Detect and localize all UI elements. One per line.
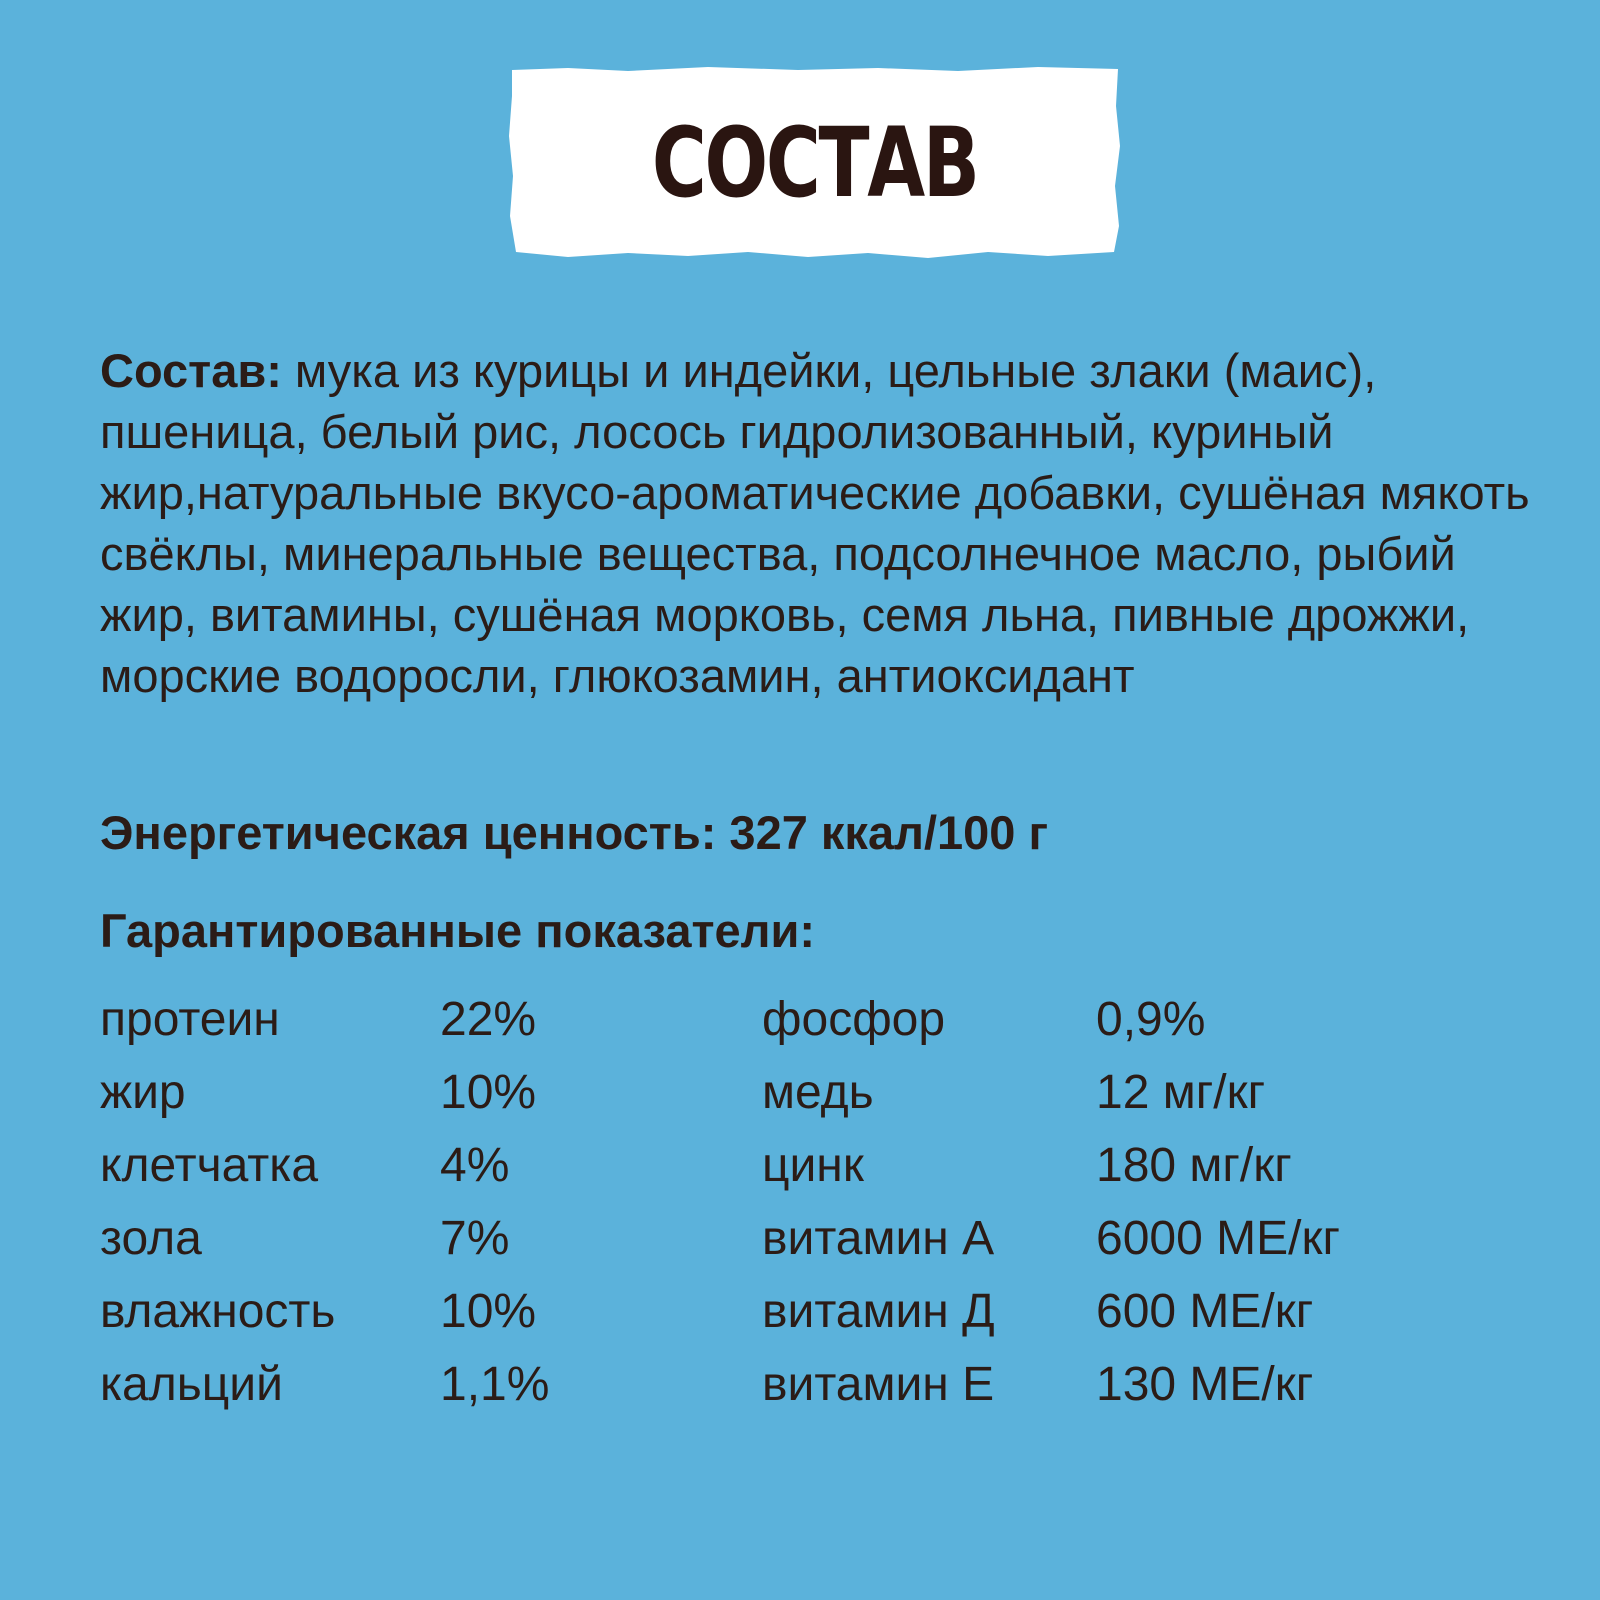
indicator-name: клетчатка (100, 1139, 319, 1192)
indicator-name: кальций (100, 1358, 283, 1411)
composition-label: Состав: (100, 344, 282, 397)
indicator-value: 10% (440, 1285, 537, 1338)
indicator-value: 130 МЕ/кг (1096, 1358, 1314, 1411)
title-plate (508, 66, 1122, 260)
indicator-value: 600 МЕ/кг (1096, 1285, 1314, 1338)
composition-text: мука из курицы и индейки, цельные злаки (маис), пшеница, белый рис, лосось гидролизованный, куриный жир,натуральные вкусо-ароматические добавки, сушёная мякоть свёклы, минеральные вещества, подсолнечное масло, рыбий жир, витамины, сушёная морковь, семя льна, пивные дрожжи, морские водоросли, глюкозамин, антиоксидант (100, 344, 1530, 702)
indicator-value: 12 мг/кг (1096, 1066, 1266, 1119)
indicator-name: витамин Д (762, 1285, 995, 1338)
indicator-row (0, 990, 1600, 1050)
indicator-name: зола (100, 1212, 202, 1265)
indicator-value: 4% (440, 1139, 510, 1192)
indicator-value: 22% (440, 993, 537, 1046)
indicator-name: влажность (100, 1285, 336, 1338)
composition-paragraph (100, 340, 1530, 706)
indicator-value: 7% (440, 1212, 510, 1265)
indicator-value: 6000 МЕ/кг (1096, 1212, 1340, 1265)
indicator-name: цинк (762, 1139, 864, 1192)
indicator-name: витамин А (762, 1212, 995, 1265)
indicator-row (0, 1355, 1600, 1415)
indicator-name: витамин Е (762, 1358, 995, 1411)
indicator-value: 1,1% (440, 1358, 550, 1411)
energy-value: Энергетическая ценность: 327 ккал/100 г (100, 806, 1049, 859)
indicator-name: протеин (100, 993, 280, 1046)
indicator-name: медь (762, 1066, 874, 1119)
guaranteed-heading: Гарантированные показатели: (100, 904, 816, 957)
indicator-row (0, 1063, 1600, 1123)
indicator-name: жир (100, 1066, 186, 1119)
indicator-value: 10% (440, 1066, 537, 1119)
indicator-row (0, 1209, 1600, 1269)
page-title: СОСТАВ (652, 107, 978, 219)
indicator-value: 180 мг/кг (1096, 1139, 1292, 1192)
indicator-row (0, 1282, 1600, 1342)
indicator-row (0, 1136, 1600, 1196)
indicator-value: 0,9% (1096, 993, 1206, 1046)
indicator-name: фосфор (762, 993, 946, 1046)
